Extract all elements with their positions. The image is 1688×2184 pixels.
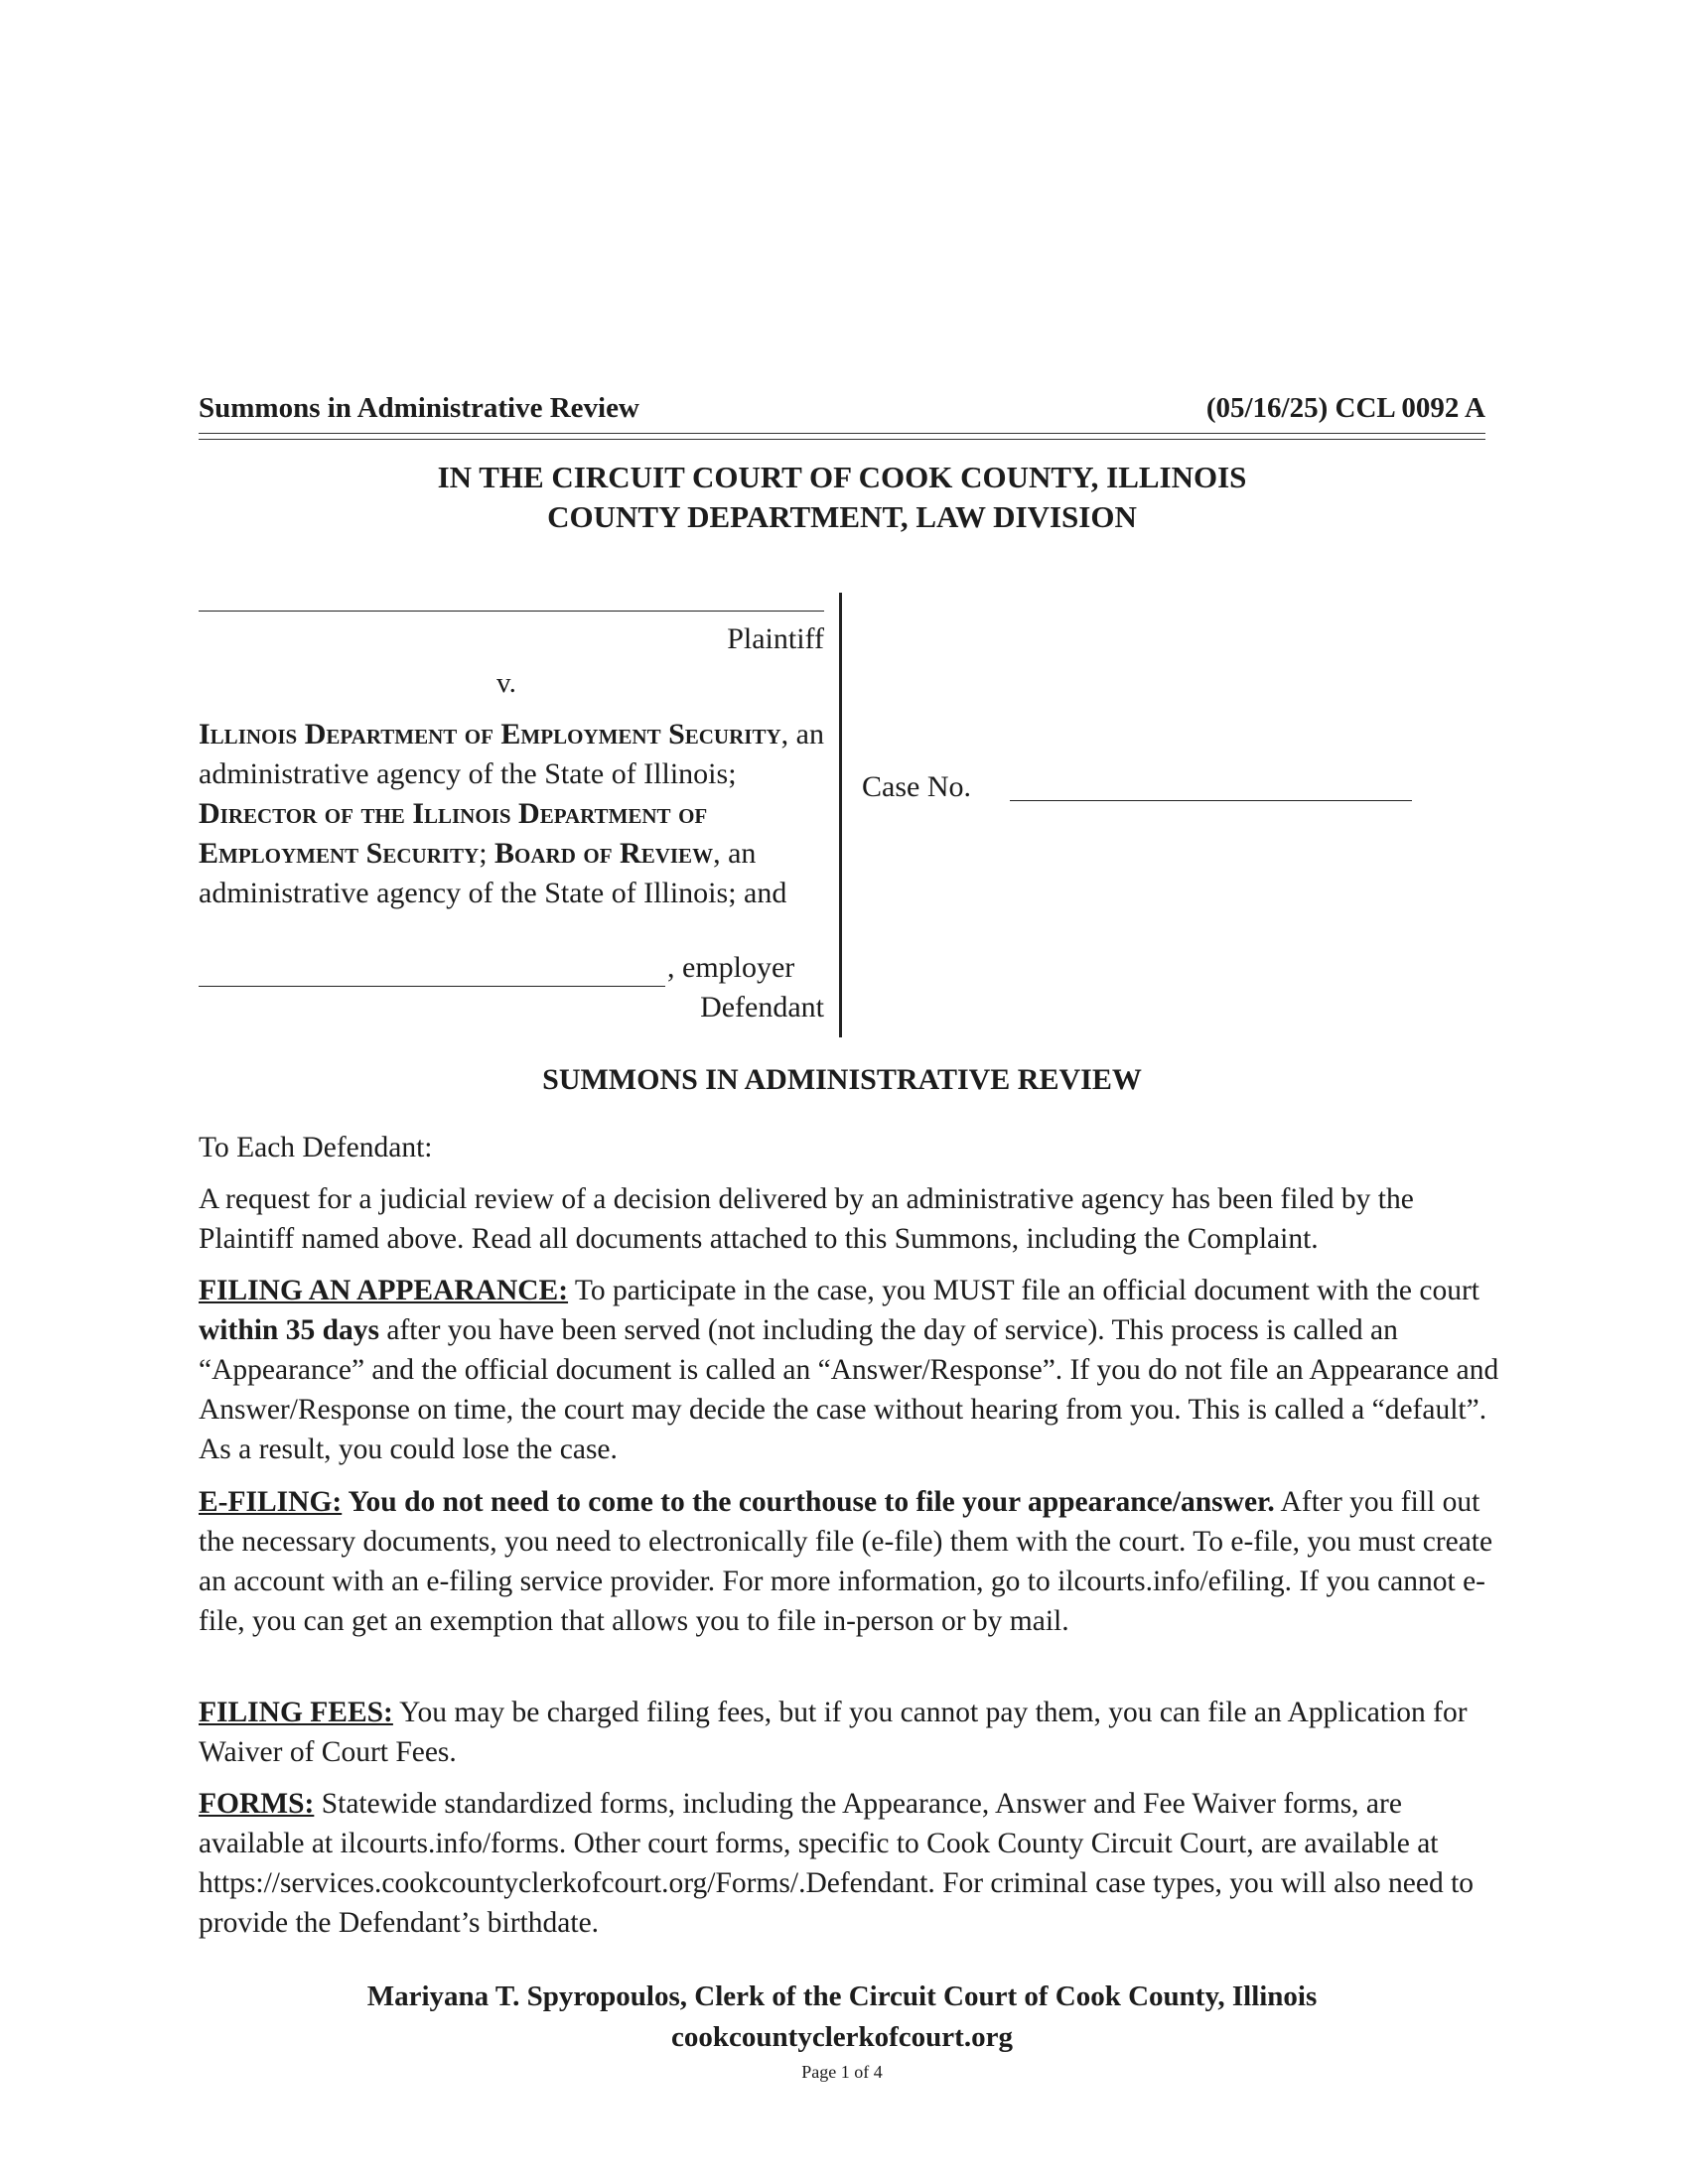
court-department: COUNTY DEPARTMENT, LAW DIVISION: [547, 499, 1137, 534]
fees-paragraph: FILING FEES: You may be charged filing fees, but if you cannot pay them, you can file an Application for Waiver of Court Fees.: [199, 1697, 1468, 1768]
employer-label: , employer: [667, 951, 795, 984]
defendant-director: Director of the Illinois Department of Employment Security: [199, 797, 708, 870]
clerk-website: cookcountyclerkofcourt.org: [671, 2021, 1013, 2053]
intro-paragraph: A request for a judicial review of a decision delivered by an administrative agency has been filed by the Plaintiff named above. Read all documents attached to this Summons, including the Complaint.: [199, 1183, 1414, 1255]
summons-heading: SUMMONS IN ADMINISTRATIVE REVIEW: [542, 1063, 1142, 1096]
defendant-ides: Illinois Department of Employment Security: [199, 718, 781, 751]
appearance-heading: FILING AN APPEARANCE:: [199, 1275, 569, 1306]
defendant-board: Board of Review: [494, 837, 714, 870]
header-rule-top: [199, 433, 1485, 434]
efiling-heading: E-FILING:: [199, 1486, 343, 1518]
case-no-line: [1010, 800, 1412, 801]
header-rule-bottom: [199, 439, 1485, 440]
appearance-paragraph: FILING AN APPEARANCE: To participate in the case, you MUST file an official document with the court within 35 days after you have been served (not including the day of service). This process is called an “Appearance” and the official document is called an “Answer/Response”. If you do not file an Appearance and Answer/Response on time, the court may decide the case without hearing from you. This is called a “default”. As a result, you could lose the case.: [199, 1275, 1499, 1465]
page-number: Page 1 of 4: [801, 2062, 883, 2082]
versus: v.: [496, 667, 516, 699]
case-no-label: Case No.: [862, 770, 971, 803]
form-number: (05/16/25) CCL 0092 A: [1205, 392, 1485, 424]
employer-blank-line: [199, 986, 665, 987]
caption-divider: [839, 593, 842, 1037]
defendant-label: Defendant: [700, 991, 824, 1024]
defendants-block: Illinois Department of Employment Security, an administrative agency of the State of Illinois; Director of the Illinois Department of Employment Security; Board of Review, an administrative agency of the State of Illinois; and: [199, 718, 824, 909]
forms-heading: FORMS:: [199, 1788, 315, 1820]
fees-heading: FILING FEES:: [199, 1697, 393, 1728]
efiling-paragraph: E-FILING: You do not need to come to the courthouse to file your appearance/answer. After you fill out the necessary documents, you need to electronically file (e-file) them with the court. To e-file, you must create an account with an e-filing service provider. For more information, go to ilcourts.info/efiling. If you cannot e-file, you can get an exemption that allows you to file in-person or by mail.: [199, 1486, 1493, 1637]
forms-paragraph: FORMS: Statewide standardized forms, including the Appearance, Answer and Fee Waiver forms, are available at ilcourts.info/forms. Other court forms, specific to Cook County Circuit Court, are available at https://services.cookcountyclerkofcourt.org/Forms/.Defendant. For criminal case types, you will also need to provide the Defendant’s birthdate.: [199, 1788, 1475, 1939]
plaintiff-blank-line: [199, 611, 824, 612]
form-title: Summons in Administrative Review: [199, 392, 639, 424]
clerk-name: Mariyana T. Spyropoulos, Clerk of the Circuit Court of Cook County, Illinois: [366, 1980, 1318, 2012]
court-name: IN THE CIRCUIT COURT OF COOK COUNTY, ILLINOIS: [437, 460, 1247, 494]
plaintiff-label: Plaintiff: [727, 622, 824, 655]
salutation: To Each Defendant:: [199, 1132, 433, 1163]
